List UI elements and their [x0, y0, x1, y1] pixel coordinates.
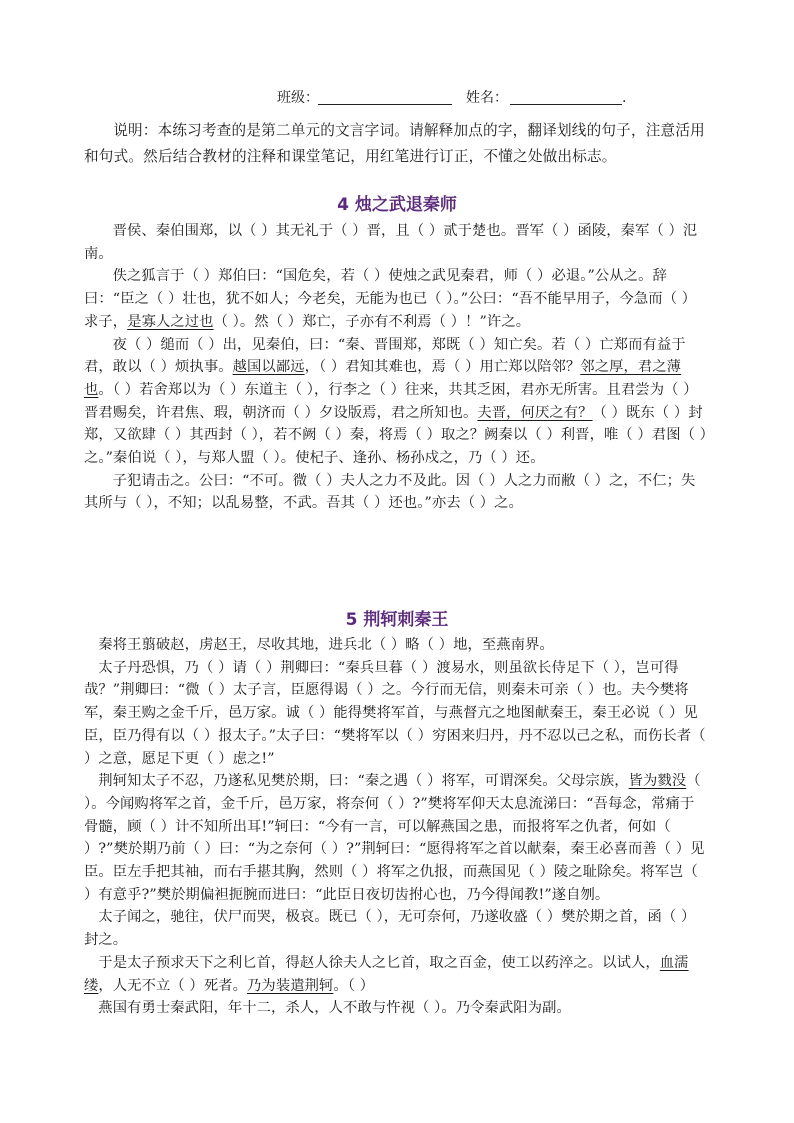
name-blank-line[interactable]	[510, 104, 622, 105]
underlined-sentence: 越国以鄙远	[232, 359, 305, 376]
passage-text: 太子闻之，驰往，伏尸而哭，极哀。既已（ ），无可奈何，乃遂收盛（ ）樊於期之首，函（ ）封之。	[84, 909, 696, 949]
passage-paragraph	[84, 906, 708, 951]
passage-text: 。（ ）	[333, 977, 375, 994]
passage-text: 晋侯、秦伯围郑，以（ ）其无礼于（ ）晋，且（ ）贰于楚也。晋军（ ）函陵，秦军（ ）氾南。	[84, 223, 698, 262]
underlined-sentence: 夫晋，何厌之有？	[477, 404, 593, 421]
underlined-sentence: 邻之厚，君之薄也	[84, 359, 682, 398]
section-4-body	[84, 220, 708, 515]
passage-text: （ ）。然（ ）郑亡，子亦有不利焉（ ）！”许之。	[213, 313, 531, 330]
underlined-sentence: 血濡缕	[84, 954, 689, 994]
passage-text: 子犯请击之。公曰：“不可。微（ ）夫人之力不及此。因（ ）人之力而敝（ ）之，不仁；失其所与（ ），不知；以乱易整，不武。吾其（ ）还也。”亦去（ ）之。	[84, 472, 696, 512]
passage-paragraph	[84, 634, 708, 657]
section-5-body	[84, 634, 708, 1020]
header-row	[0, 88, 794, 108]
section-5-title: 5 荆轲刺秦王	[345, 610, 449, 630]
passage-paragraph	[84, 770, 708, 906]
passage-paragraph	[84, 470, 708, 515]
passage-text: 荆轲知太子不忍，乃遂私见樊於期，曰：“秦之遇（ ）将军，可谓深矣。父母宗族，	[98, 773, 629, 790]
passage-paragraph	[84, 220, 708, 265]
passage-paragraph	[84, 334, 708, 470]
class-label: 班级：	[277, 90, 319, 106]
name-end-mark: .	[622, 90, 627, 106]
underlined-sentence: 乃为装遣荆轲	[247, 977, 334, 994]
underlined-sentence: 皆为戮没	[628, 773, 687, 790]
passage-paragraph	[84, 265, 708, 333]
section-4-title: 4 烛之武退秦师	[337, 195, 457, 215]
passage-text: 夜（ ）缒而（ ）出，见秦伯，曰：“秦、晋围郑，郑既（ ）知亡矣。若（ ）亡郑而有益于君，敢以（ ）烦执事。	[84, 336, 686, 376]
passage-paragraph	[84, 657, 708, 771]
passage-text: 于是太子预求天下之利匕首，得赵人徐夫人之匕首，取之百金，使工以药淬之。以试人，	[98, 954, 660, 971]
class-blank-line[interactable]	[318, 104, 452, 105]
passage-text: 太子丹恐惧，乃（ ）请（ ）荆卿曰：“秦兵旦暮（ ）渡易水，则虽欲长侍足下（ ），岂可得哉？”荆卿曰：“微（ ）太子言，臣愿得谒（ ）之。今行而无信，则秦未可亲（ ）也。夫今樊将军，秦王购之金千斤，邑万家。诚（ ）能得樊将军首，与燕督亢之地图献秦王，秦王必说（ ）见臣，臣乃得有以（ ）报太子。”太子曰：“樊将军以（ ）穷困来归丹，丹不忍以己之私，而伤长者（ ）之意，愿足下更（ ）虑之!”	[84, 659, 706, 767]
passage-text: ，人无不立（ ）死者。	[98, 977, 248, 994]
passage-paragraph	[84, 952, 708, 997]
underlined-sentence: 是寡人之过也	[127, 313, 214, 330]
passage-text: （ ）既东（ ）封郑，又欲肆（ ）其西封（ ），若不阙（ ）秦，将焉（ ）取之？阙秦以（ ）利晋，唯（ ）君图（ ）之。”秦伯说（ ），与郑人盟（ ）。使杞子、逢孙、杨孙戍之，乃（ ）还。	[84, 404, 707, 467]
instructions: 说明：本练习考查的是第二单元的文言字词。请解释加点的字，翻译划线的句子，注意活用和句式。然后结合教材的注释和课堂笔记，用红笔进行订正，不懂之处做出标志。	[84, 122, 705, 165]
passage-text: 。（ ）若舍郑以为（ ）东道主（ ），行李之（ ）往来，共其乏困，君亦无所害。且君尝为（ ）晋君赐矣，许君焦、瑕，朝济而（ ）夕设版焉，君之所知也。	[84, 381, 698, 421]
passage-text: 秦将王翦破赵，虏赵王，尽收其地，进兵北（ ）略（ ）地，至燕南界。	[98, 637, 554, 653]
passage-text: ，（ ）君知其难也，焉（ ）用亡郑以陪邻？	[304, 359, 581, 376]
passage-paragraph	[84, 997, 708, 1020]
passage-text: （ ）。今闻购将军之首，金千斤，邑万家，将奈何（ ）?”樊将军仰天太息流涕曰：“吾每念，常痛于骨髓，顾（ ）计不知所出耳!”轲曰：“今有一言，可以解燕国之患，而报将军之仇者，何如（ ）?”樊於期乃前（ ）曰：“为之奈何（ ）?”荆轲曰：“愿得将军之首以献秦，秦王必喜而善（ ）见臣。臣左手把其袖，而右手揕其胸，然则（ ）将军之仇报，而燕国见（ ）陵之耻除矣。将军岂（ ）有意乎?”樊於期偏袒扼腕而进曰：“此臣日夜切齿拊心也，乃今得闻教!”遂自刎。	[84, 773, 705, 903]
passage-text: 佚之狐言于（ ）郑伯曰：“国危矣，若（ ）使烛之武见秦君，师（ ）必退。”公从之。辞曰：“臣之（ ）壮也，犹不如人；今老矣，无能为也已（ ）。”公曰：“吾不能早用子，今急而（ ）求子，	[84, 268, 697, 330]
name-label: 姓名：	[466, 90, 508, 106]
passage-text: 燕国有勇士秦武阳，年十二，杀人，人不敢与忤视（ ）。乃令秦武阳为副。	[98, 1000, 571, 1017]
